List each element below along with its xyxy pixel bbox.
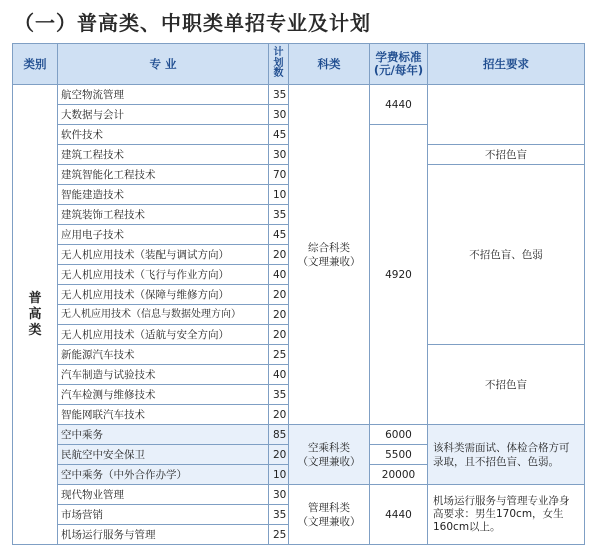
major-cell: 机场运行服务与管理 xyxy=(58,525,269,545)
major-cell: 建筑工程技术 xyxy=(58,145,269,165)
header-category: 类别 xyxy=(13,44,58,85)
major-cell: 无人机应用技术（保障与维修方向） xyxy=(58,285,269,305)
table-row xyxy=(13,85,585,105)
plan-cell: 40 xyxy=(269,265,289,285)
plan-cell: 20 xyxy=(269,445,289,465)
table-header-row xyxy=(13,44,585,85)
plan-cell: 30 xyxy=(269,485,289,505)
header-major: 专 业 xyxy=(58,44,269,85)
major-cell: 无人机应用技术（飞行与作业方向） xyxy=(58,265,269,285)
major-cell: 无人机应用技术（装配与调试方向） xyxy=(58,245,269,265)
plan-cell: 40 xyxy=(269,365,289,385)
plan-cell: 10 xyxy=(269,185,289,205)
major-cell: 建筑智能化工程技术 xyxy=(58,165,269,185)
header-requirements: 招生要求 xyxy=(428,44,585,85)
header-plan-line-3: 数 xyxy=(273,68,284,80)
requirements-cell-no-color-blind-2: 不招色盲 xyxy=(428,345,585,425)
major-cell: 汽车制造与试验技术 xyxy=(58,365,269,385)
subject-cell-comprehensive xyxy=(289,85,370,425)
major-cell: 智能建造技术 xyxy=(58,185,269,205)
plan-cell: 70 xyxy=(269,165,289,185)
page-title: （一）普高类、中职类单招专业及计划 xyxy=(14,11,371,35)
plan-cell: 35 xyxy=(269,385,289,405)
plan-cell: 20 xyxy=(269,325,289,345)
fee-cell: 5500 xyxy=(370,445,428,465)
plan-cell: 30 xyxy=(269,105,289,125)
requirements-cell-empty xyxy=(428,85,585,145)
plan-cell: 20 xyxy=(269,405,289,425)
fee-cell-group2: 4920 xyxy=(370,125,428,425)
requirements-cell-no-color-blind-weak: 不招色盲、色弱 xyxy=(428,165,585,345)
plan-cell: 45 xyxy=(269,125,289,145)
subject-cell-flight xyxy=(289,425,370,485)
major-cell: 民航空中安全保卫 xyxy=(58,445,269,465)
header-plan-line-1: 计 xyxy=(273,47,284,59)
subject-flight-line-2: （文理兼收） xyxy=(297,455,361,468)
plan-cell: 35 xyxy=(269,505,289,525)
major-cell: 现代物业管理 xyxy=(58,485,269,505)
table-row xyxy=(13,425,585,445)
subject-comprehensive-line-2: （文理兼收） xyxy=(297,255,361,268)
plan-cell: 25 xyxy=(269,525,289,545)
major-cell: 新能源汽车技术 xyxy=(58,345,269,365)
header-fee-line-1: 学费标准 xyxy=(375,50,422,64)
plan-cell: 25 xyxy=(269,345,289,365)
requirements-cell-no-color-blind: 不招色盲 xyxy=(428,145,585,165)
plan-cell: 20 xyxy=(269,305,289,325)
major-cell: 软件技术 xyxy=(58,125,269,145)
subject-cell-management xyxy=(289,485,370,545)
plan-cell: 85 xyxy=(269,425,289,445)
header-plan-line-2: 划 xyxy=(273,57,284,69)
major-cell: 大数据与会计 xyxy=(58,105,269,125)
fee-cell-management: 4440 xyxy=(370,485,428,545)
major-cell: 无人机应用技术（信息与数据处理方向） xyxy=(58,305,269,325)
category-char-2: 高 xyxy=(28,306,42,322)
major-cell: 应用电子技术 xyxy=(58,225,269,245)
major-cell: 市场营销 xyxy=(58,505,269,525)
table-row xyxy=(13,485,585,505)
plan-cell: 45 xyxy=(269,225,289,245)
category-cell xyxy=(13,85,58,545)
fee-cell: 6000 xyxy=(370,425,428,445)
major-cell: 航空物流管理 xyxy=(58,85,269,105)
subject-flight-line-1: 空乘科类 xyxy=(308,441,350,454)
plan-cell: 20 xyxy=(269,245,289,265)
fee-cell-group1: 4440 xyxy=(370,85,428,125)
major-cell: 空中乘务 xyxy=(58,425,269,445)
plan-cell: 20 xyxy=(269,285,289,305)
major-cell: 智能网联汽车技术 xyxy=(58,405,269,425)
header-fee xyxy=(370,44,428,85)
plan-cell: 35 xyxy=(269,85,289,105)
requirements-cell-airport: 机场运行服务与管理专业净身高要求：男生170cm，女生160cm以上。 xyxy=(428,485,585,545)
enrollment-plan-table xyxy=(12,43,585,545)
major-cell: 汽车检测与维修技术 xyxy=(58,385,269,405)
header-plan xyxy=(269,44,289,85)
category-char-1: 普 xyxy=(28,290,42,306)
fee-cell: 20000 xyxy=(370,465,428,485)
plan-cell: 35 xyxy=(269,205,289,225)
requirements-cell-flight: 该科类需面试、体检合格方可录取，且不招色盲、色弱。 xyxy=(428,425,585,485)
plan-cell: 30 xyxy=(269,145,289,165)
major-cell: 空中乘务（中外合作办学） xyxy=(58,465,269,485)
major-cell: 无人机应用技术（适航与安全方向） xyxy=(58,325,269,345)
plan-cell: 10 xyxy=(269,465,289,485)
header-fee-line-2: (元/每年) xyxy=(373,63,424,77)
subject-comprehensive-line-1: 综合科类 xyxy=(308,241,350,254)
major-cell: 建筑装饰工程技术 xyxy=(58,205,269,225)
category-char-3: 类 xyxy=(28,322,42,338)
subject-management-line-2: （文理兼收） xyxy=(297,515,361,528)
subject-management-line-1: 管理科类 xyxy=(308,501,350,514)
header-subject: 科类 xyxy=(289,44,370,85)
